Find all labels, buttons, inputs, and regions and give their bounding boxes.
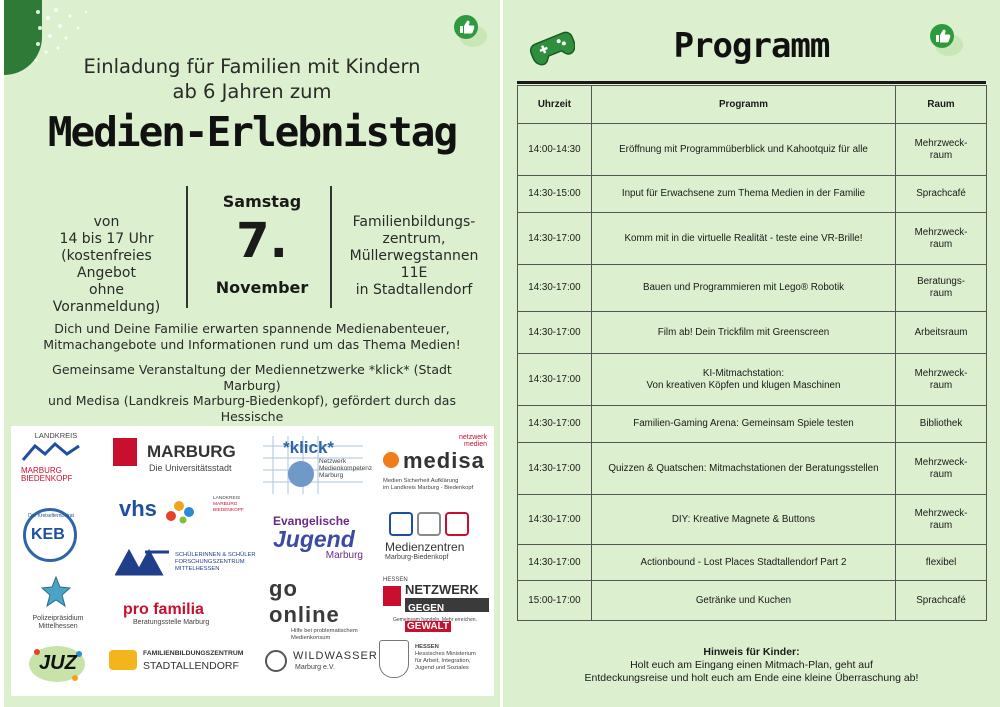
cell-program: Komm mit in die virtuelle Realität - teste eine VR-Brille! (591, 213, 895, 265)
day-number: 7. (236, 213, 288, 269)
invitation-line-2: ab 6 Jahren zum (172, 80, 332, 103)
cell-room: Beratungs- raum (896, 265, 987, 312)
time-note-1: (kostenfreies Angebot (61, 248, 152, 281)
divider-right (330, 186, 332, 308)
table-row (518, 495, 987, 545)
cell-room: Mehrzweck- raum (896, 354, 987, 406)
program-page (503, 0, 1000, 707)
program-title: Programm (673, 26, 830, 66)
table-row (518, 581, 987, 621)
cell-program: DIY: Kreative Magnete & Buttons (591, 495, 895, 545)
wildwasser-emblem-icon (265, 650, 287, 672)
logo-polizei: Polizeipräsidium Mittelhessen (21, 576, 95, 631)
cell-time: 14:30-17:00 (518, 354, 592, 406)
table-row (518, 443, 987, 495)
cell-room: Mehrzweck- raum (896, 213, 987, 265)
cell-time: 14:00-14:30 (518, 124, 592, 176)
logo-profamilia: pro familia Beratungsstelle Marburg (123, 601, 210, 626)
cell-room: Sprachcafé (896, 176, 987, 213)
cell-time: 14:30-17:00 (518, 545, 592, 581)
cell-time: 14:30-15:00 (518, 176, 592, 213)
cell-program: KI-Mitmachstation: Von kreativen Köpfen und klugen Maschinen (591, 354, 895, 406)
header-program: Programm (591, 86, 895, 124)
logo-go-online: go online Hilfe bei problematischem Medienkonsum (269, 576, 358, 641)
cell-time: 14:30-17:00 (518, 265, 592, 312)
header-room: Raum (896, 86, 987, 124)
hint-line-1: Holt euch am Eingang einen Mitmach-Plan, geht auf (630, 659, 873, 671)
invitation-page (4, 0, 500, 707)
medienzentren-icons (389, 512, 491, 536)
logo-klick: *klick* Netzwerk Medienkompetenz Marburg (263, 436, 363, 496)
medisa-dot-icon (383, 452, 399, 468)
time-note-2: ohne Voranmeldung) (52, 282, 161, 315)
police-star-icon (41, 576, 71, 610)
vhs-dots-icon (165, 498, 197, 524)
divider-left (186, 186, 188, 308)
landkreis-emblem-icon (21, 440, 81, 462)
table-row (518, 354, 987, 406)
z-icon (445, 512, 469, 536)
program-table (517, 85, 987, 621)
partner-logos: LANDKREIS MARBURG BIEDENKOPF MARBURG Die Universitätsstadt *klick* Netzwerk Medienkompetenz Marburg netzwerk medien medisa Medien Sicherheit Aufklärung im Landkreis Marburg - Biedenkopf KEB Der Kreiselternbeirat vhs LANDKREIS MARBURG BIEDENKOPF Evangelische Jugend Marburg Medienzentren Marburg-Biedenkopf SCHÜLERINNEN & SCHÜLER FORSCHUNGSZENTRUM MITTELHESSEN Polizeipräsidium Mittelhessen pro familia Beratungsstelle Marburg go online Hilfe bei problematischem Medienkonsum HESSEN NETZWERK GEGEN GEWALT Gemeinsam handeln. Mehr erreichen. JUZ FAMILIENBILDUNGSZENTRUM STADTALLENDORF WILDWASSER Marburg e.V. HESSEN Hessisches Ministerium für Arbeit, Integration, Jugend und Soziales (11, 426, 494, 696)
cell-program: Bauen und Programmieren mit Lego® Robotik (591, 265, 895, 312)
cell-time: 14:30-17:00 (518, 443, 592, 495)
table-row (518, 545, 987, 581)
table-row (518, 406, 987, 443)
cell-program: Film ab! Dein Trickfilm mit Greenscreen (591, 312, 895, 354)
organizer-line-2: und Medisa (Landkreis Marburg-Biedenkopf), gefördert durch das Hessische (48, 393, 456, 424)
cell-time: 14:30-17:00 (518, 213, 592, 265)
weekday: Samstag (222, 192, 302, 211)
cell-program: Getränke und Kuchen (591, 581, 895, 621)
logo-vhs: vhs LANDKREIS MARBURG BIEDENKOPF (119, 496, 249, 530)
cell-room: Mehrzweck- raum (896, 443, 987, 495)
venue-line-1: Familienbildungs- (352, 214, 476, 230)
thumbs-up-icon (451, 12, 489, 50)
organizer-line-1: Gemeinsame Veranstaltung der Mediennetzwerke *klick* (Stadt Marburg) (52, 362, 452, 393)
time-von: von (93, 214, 120, 230)
hessen-lion-icon (383, 586, 401, 606)
hint-for-kids (503, 646, 1000, 685)
event-title: Medien-Erlebnistag (47, 108, 457, 156)
intro-line-2: Mitmachangebote und Informationen rund um das Thema Medien! (43, 336, 461, 352)
logo-netzwerk-gegen-gewalt: HESSEN NETZWERK GEGEN GEWALT Gemeinsam handeln. Mehr erreichen. (383, 576, 493, 584)
cell-time: 14:30-17:00 (518, 495, 592, 545)
program-table-body (518, 124, 987, 621)
venue-info (339, 214, 489, 299)
fbz-house-icon (109, 650, 137, 670)
logo-medisa: netzwerk medien medisa Medien Sicherheit Aufklärung im Landkreis Marburg - Biedenkopf (383, 434, 487, 491)
cell-room: Sprachcafé (896, 581, 987, 621)
cell-time: 14:30-17:00 (518, 406, 592, 443)
cell-program: Input für Erwachsene zum Thema Medien in der Familie (591, 176, 895, 213)
table-header-row (518, 86, 987, 124)
thumbs-up-icon (927, 21, 965, 59)
cell-room: flexibel (896, 545, 987, 581)
table-row (518, 176, 987, 213)
time-range: 14 bis 17 Uhr (59, 231, 154, 247)
intro-paragraph (24, 321, 480, 352)
hessen-crest-icon (379, 640, 409, 678)
logo-landkreis: LANDKREIS MARBURG BIEDENKOPF (21, 432, 91, 483)
cell-time: 15:00-17:00 (518, 581, 592, 621)
cell-time: 14:30-17:00 (518, 312, 592, 354)
header-time: Uhrzeit (518, 86, 592, 124)
marburg-emblem-icon (113, 438, 137, 466)
logo-sfz: SCHÜLERINNEN & SCHÜLER FORSCHUNGSZENTRUM MITTELHESSEN (115, 548, 265, 580)
logo-evangelische-jugend: Evangelische Jugend Marburg (273, 514, 363, 561)
table-row (518, 312, 987, 354)
month: November (215, 278, 309, 297)
cell-room: Mehrzweck- raum (896, 124, 987, 176)
time-info (34, 214, 179, 316)
hint-title: Hinweis für Kinder: (703, 646, 800, 658)
cell-program: Quizzen & Quatschen: Mitmachstationen der Beratungsstellen (591, 443, 895, 495)
venue-line-2: zentrum, (382, 231, 446, 247)
logo-medienzentren: Medienzentren Marburg-Biedenkopf (385, 512, 491, 562)
venue-line-3: Müllerwegstannen 11E (349, 248, 479, 281)
intro-line-1: Dich und Deine Familie erwarten spannende Medienabenteuer, (54, 321, 450, 336)
table-row (518, 213, 987, 265)
cell-program: Eröffnung mit Programmüberblick und Kahootquiz für alle (591, 124, 895, 176)
cell-program: Familien-Gaming Arena: Gemeinsam Spiele testen (591, 406, 895, 443)
cell-room: Arbeitsraum (896, 312, 987, 354)
hint-line-2: Entdeckungsreise und holt euch am Ende eine kleine Überraschung ab! (584, 672, 919, 684)
logo-juz: JUZ (27, 644, 87, 684)
logo-keb: KEB Der Kreiselternbeirat (23, 508, 81, 566)
table-row (518, 124, 987, 176)
cell-room: Bibliothek (896, 406, 987, 443)
table-row (518, 265, 987, 312)
title-rule (517, 81, 986, 84)
play-icon (389, 512, 413, 536)
cell-program: Actionbound - Lost Places Stadtallendorf Part 2 (591, 545, 895, 581)
m-icon (417, 512, 441, 536)
cell-room: Mehrzweck- raum (896, 495, 987, 545)
invitation-line-1: Einladung für Familien mit Kindern (83, 55, 421, 78)
sfz-emblem-icon (115, 548, 171, 576)
venue-line-4: in Stadtallendorf (355, 282, 473, 298)
